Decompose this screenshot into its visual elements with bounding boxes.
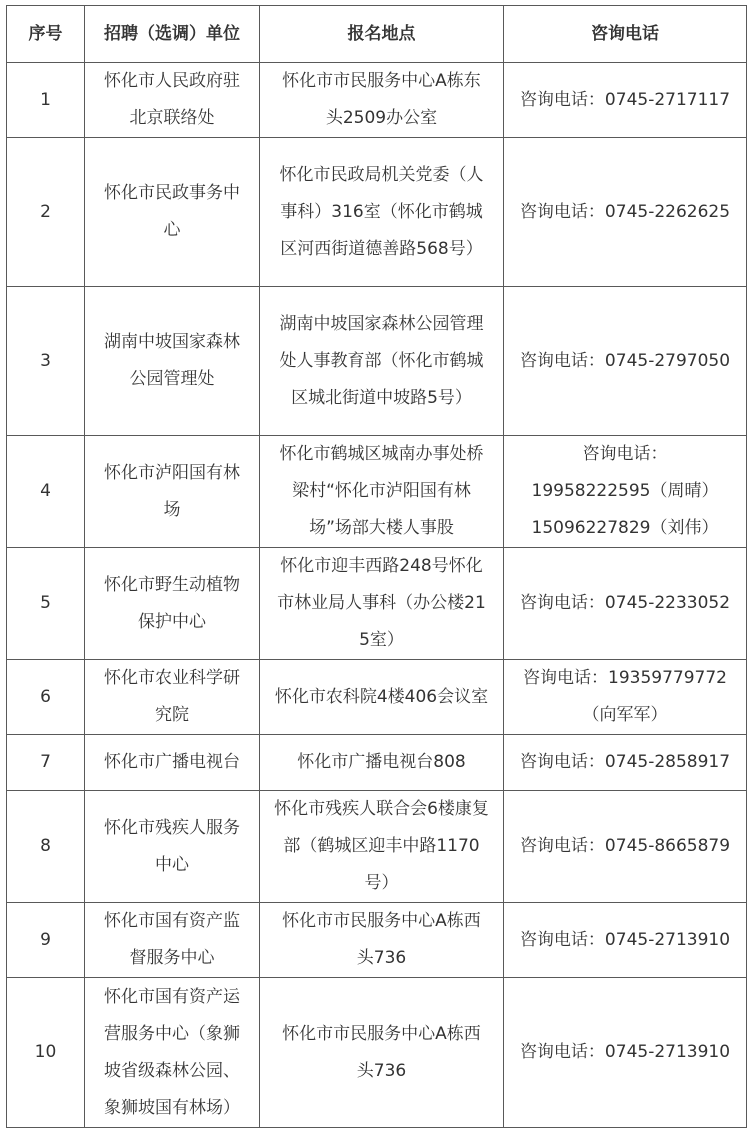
row-phone — [504, 903, 747, 978]
table-row — [7, 63, 747, 138]
phone-line: 19958222595（周晴） — [531, 481, 719, 501]
row-index: 9 — [7, 903, 85, 978]
row-place: 怀化市市民服务中心A栋西头736 — [260, 903, 504, 978]
table-row — [7, 436, 747, 548]
row-phone — [504, 548, 747, 660]
row-place: 怀化市市民服务中心A栋西头736 — [260, 978, 504, 1128]
row-place: 怀化市残疾人联合会6楼康复部（鹤城区迎丰中路1170号） — [260, 791, 504, 903]
row-place: 怀化市鹤城区城南办事处桥梁村“怀化市泸阳国有林场”场部大楼人事股 — [260, 436, 504, 548]
row-index: 1 — [7, 63, 85, 138]
row-phone — [504, 791, 747, 903]
table-row — [7, 978, 747, 1128]
phone-line: 咨询电话：0745-2797050 — [519, 350, 731, 371]
row-unit: 怀化市残疾人服务中心 — [85, 791, 260, 903]
phone-line: 咨询电话：0745-2713910 — [519, 929, 731, 950]
row-unit: 怀化市民政事务中心 — [85, 138, 260, 287]
row-phone — [504, 138, 747, 287]
row-index: 6 — [7, 660, 85, 735]
row-index: 7 — [7, 735, 85, 791]
row-unit: 怀化市国有资产监督服务中心 — [85, 903, 260, 978]
phone-line: 咨询电话：0745-2717117 — [519, 89, 731, 110]
header-phone: 咨询电话 — [504, 6, 747, 63]
row-phone — [504, 63, 747, 138]
row-place: 怀化市市民服务中心A栋东头2509办公室 — [260, 63, 504, 138]
row-phone — [504, 436, 747, 548]
row-phone — [504, 660, 747, 735]
table-row — [7, 791, 747, 903]
phone-line: 咨询电话：0745-2858917 — [519, 752, 731, 772]
row-place: 怀化市迎丰西路248号怀化市林业局人事科（办公楼215室） — [260, 548, 504, 660]
row-index: 8 — [7, 791, 85, 903]
row-place: 怀化市民政局机关党委（人事科）316室（怀化市鹤城区河西街道德善路568号） — [260, 138, 504, 287]
phone-line: 咨询电话：0745-2713910 — [519, 1042, 731, 1062]
table-row — [7, 287, 747, 436]
header-unit: 招聘（选调）单位 — [85, 6, 260, 63]
row-unit: 怀化市人民政府驻北京联络处 — [85, 63, 260, 138]
recruitment-contact-table — [6, 5, 747, 1128]
phone-line: 咨询电话：19359779772 — [523, 668, 727, 688]
row-unit: 怀化市农业科学研究院 — [85, 660, 260, 735]
row-phone — [504, 287, 747, 436]
phone-line: 咨询电话： — [582, 444, 668, 464]
table-row — [7, 903, 747, 978]
row-unit: 怀化市野生动植物保护中心 — [85, 548, 260, 660]
row-index: 2 — [7, 138, 85, 287]
row-index: 5 — [7, 548, 85, 660]
row-unit: 怀化市国有资产运营服务中心（象狮坡省级森林公园、象狮坡国有林场） — [85, 978, 260, 1128]
header-place: 报名地点 — [260, 6, 504, 63]
row-unit: 怀化市泸阳国有林场 — [85, 436, 260, 548]
table-wrapper — [6, 5, 747, 1128]
phone-line: 咨询电话：0745-2262625 — [519, 201, 731, 222]
row-unit: 怀化市广播电视台 — [85, 735, 260, 791]
phone-line: 咨询电话：0745-2233052 — [519, 593, 731, 613]
row-place: 怀化市农科院4楼406会议室 — [260, 660, 504, 735]
table-row — [7, 660, 747, 735]
phone-line: 15096227829（刘伟） — [531, 518, 719, 538]
phone-line: 咨询电话：0745-8665879 — [519, 836, 731, 856]
row-place: 湖南中坡国家森林公园管理处人事教育部（怀化市鹤城区城北街道中坡路5号） — [260, 287, 504, 436]
row-index: 10 — [7, 978, 85, 1128]
table-header-row — [7, 6, 747, 63]
header-index: 序号 — [7, 6, 85, 63]
phone-line: （向军军） — [582, 705, 668, 725]
row-unit: 湖南中坡国家森林公园管理处 — [85, 287, 260, 436]
row-index: 4 — [7, 436, 85, 548]
row-index: 3 — [7, 287, 85, 436]
table-row — [7, 735, 747, 791]
table-row — [7, 548, 747, 660]
table-row — [7, 138, 747, 287]
row-phone — [504, 978, 747, 1128]
row-phone — [504, 735, 747, 791]
row-place: 怀化市广播电视台808 — [260, 735, 504, 791]
